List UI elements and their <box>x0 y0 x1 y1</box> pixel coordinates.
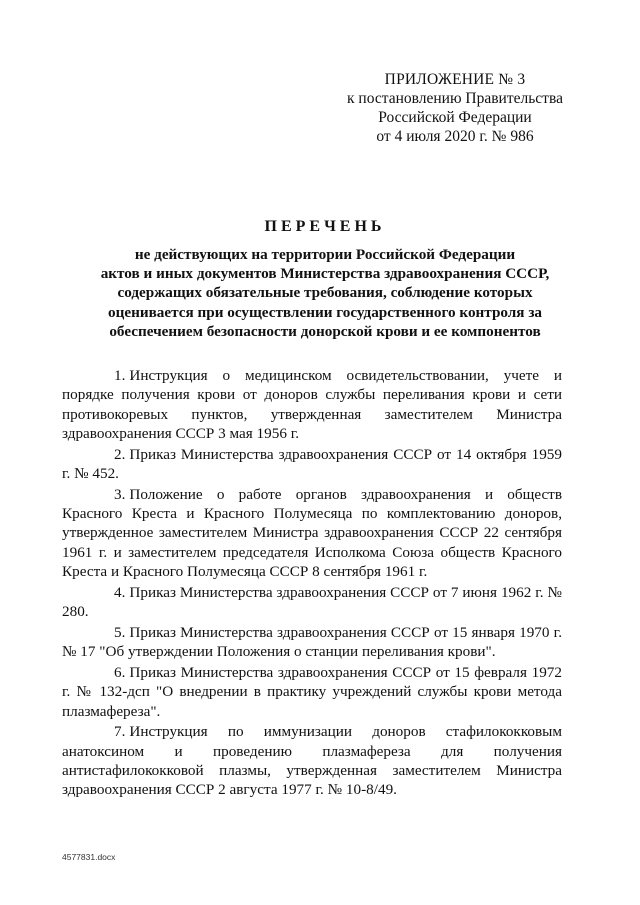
list-item <box>62 445 562 484</box>
heading-line-2: актов и иных документов Министерства здравоохранения СССР, <box>100 265 550 283</box>
annex-line-2: Российской Федерации <box>378 109 532 126</box>
item-number: 4. <box>114 583 126 601</box>
heading-title: ПЕРЕЧЕНЬ <box>264 218 386 235</box>
item-number: 1. <box>114 367 126 384</box>
item-number: 3. <box>114 485 126 503</box>
heading-line-3: содержащих обязательные требования, соблюдение которых <box>117 284 533 302</box>
annex-line-3: от 4 июля 2020 г. № 986 <box>376 128 534 145</box>
item-text: Инструкция о медицинском освидетельствовании, учете и порядке получения крови от доноров службы переливания крови и сети противокоревых пунктов, утвержденная заместителем Министра здравоохранения СССР 3 мая 1956 г. <box>62 367 562 442</box>
heading-line-1: не действующих на территории Российской Федерации <box>134 246 516 263</box>
item-text: Приказ Министерства здравоохранения СССР от 14 октября 1959 г. № 452. <box>62 445 562 482</box>
document-heading <box>60 217 590 341</box>
item-text: Приказ Министерства здравоохранения СССР от 15 февраля 1972 г. № 132-дсп "О внедрении в практику учреждений службы крови метода плазмафереза". <box>62 663 562 720</box>
annex-line-1: к постановлению Правительства <box>347 90 563 107</box>
annex-title: ПРИЛОЖЕНИЕ № 3 <box>384 71 526 88</box>
footer-filename: 4577831.docx <box>62 852 116 862</box>
list-item <box>62 623 562 662</box>
item-text: Приказ Министерства здравоохранения СССР от 15 января 1970 г. № 17 "Об утверждении Положения о станции переливания крови". <box>62 623 562 661</box>
heading-line-5: обеспечением безопасности донорской крови и ее компонентов <box>109 322 541 340</box>
list-item <box>62 485 562 581</box>
heading-line-4: оценивается при осуществлении государственного контроля за <box>107 303 543 321</box>
list-item <box>62 663 562 721</box>
item-number: 5. <box>114 623 126 641</box>
item-text: Инструкция по иммунизации доноров стафилококковым анатоксином и проведению плазмафереза для получения антистафилококковой плазмы, утвержденная заместителем Министра здравоохранения СССР 2 августа 1977 г. № 10-8/49. <box>62 723 562 799</box>
annex-block <box>340 70 570 146</box>
item-number: 7. <box>114 723 126 741</box>
item-text: Положение о работе органов здравоохранения и обществ Красного Креста и Красного Полумесяца по комплектованию доноров, утвержденное заместителем Министра здравоохранения СССР 22 сентября 1961 г. и заместителем председателя Исполкома Союза обществ Красного Креста и Красного Полумесяца СССР 8 сентября 1961 г. <box>62 485 562 580</box>
item-text: Приказ Министерства здравоохранения СССР от 7 июня 1962 г. № 280. <box>62 583 562 621</box>
list-item <box>62 583 562 622</box>
item-number: 2. <box>114 445 126 463</box>
item-number: 6. <box>114 663 126 681</box>
list-item <box>62 366 562 443</box>
document-list <box>62 366 562 801</box>
list-item <box>62 722 562 799</box>
